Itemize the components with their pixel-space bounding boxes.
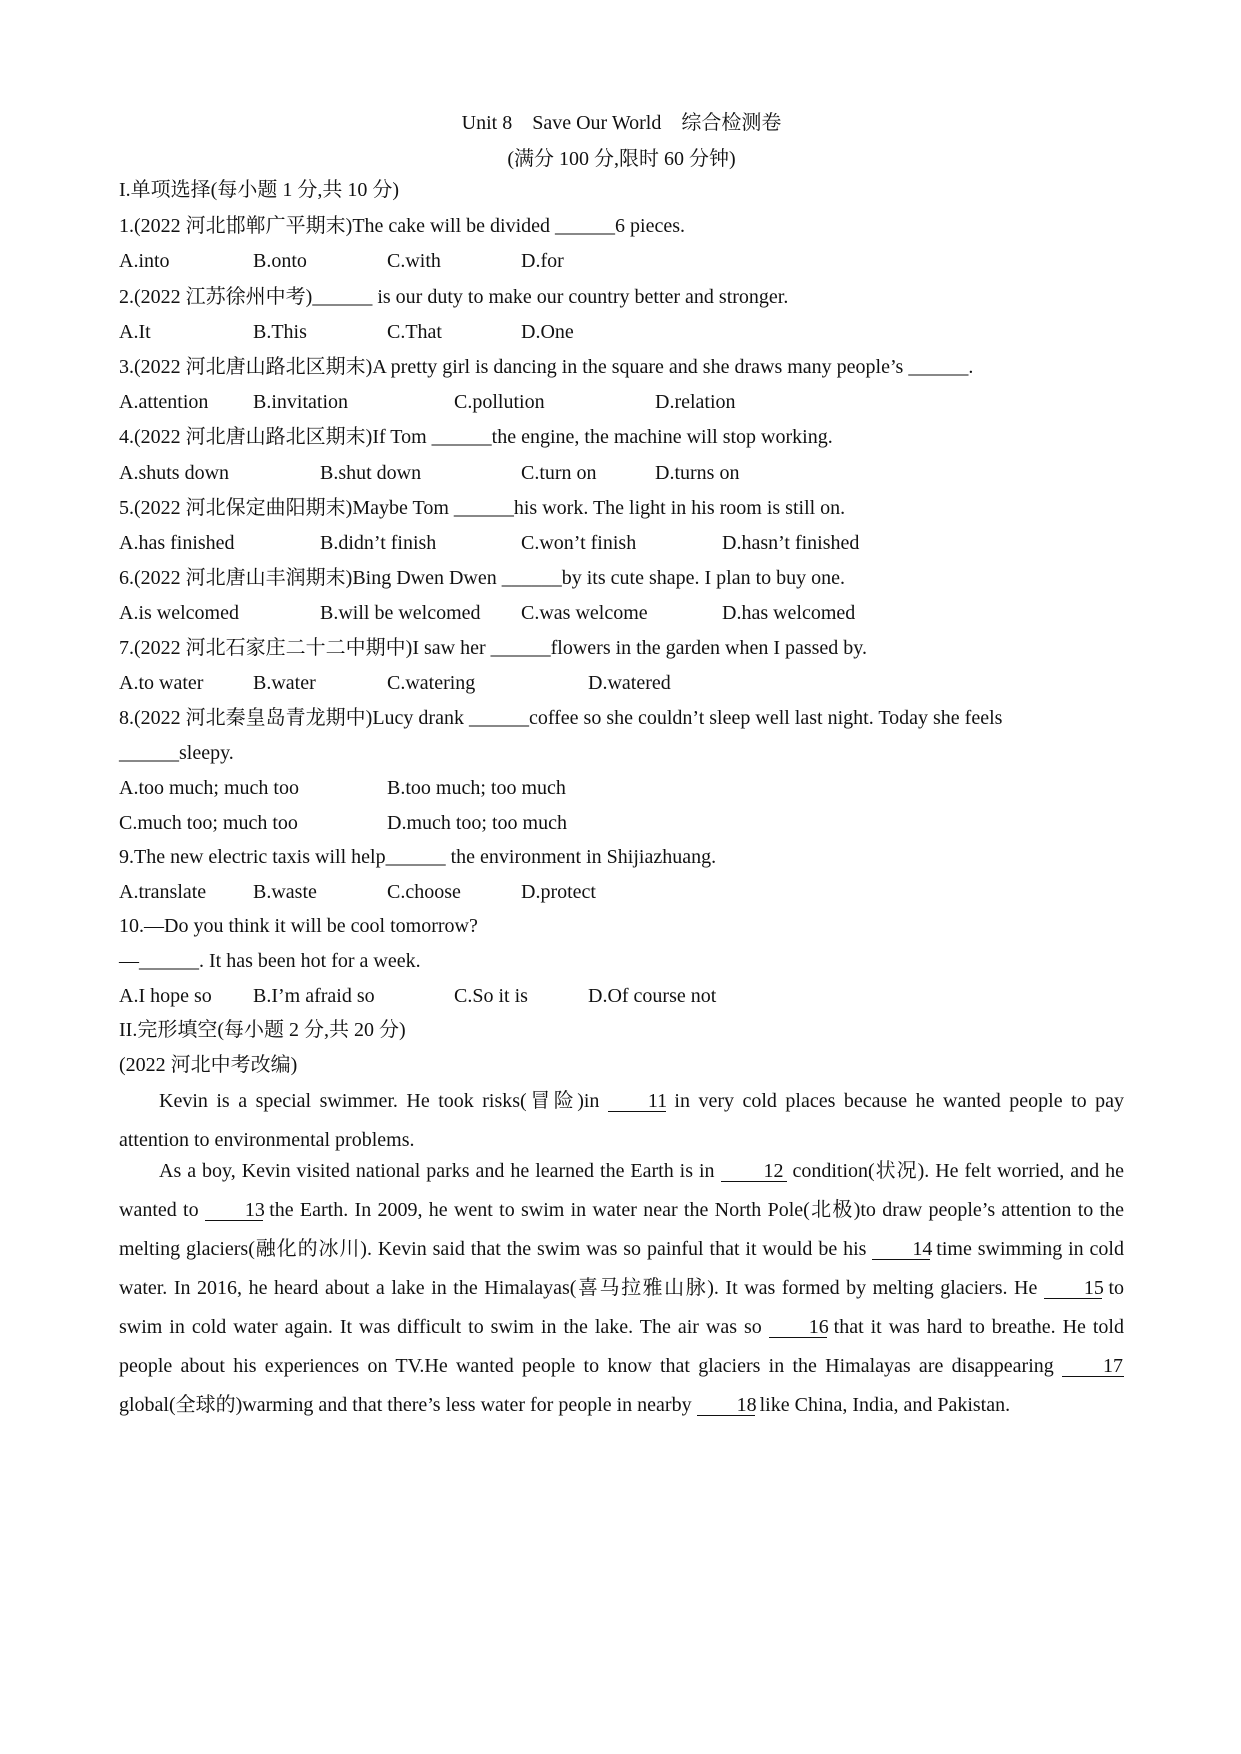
option-a: A.translate xyxy=(119,881,207,903)
answer-blank: ______ xyxy=(431,426,492,448)
answer-blank: ______ xyxy=(908,356,969,378)
option-c: C.That xyxy=(387,321,442,343)
question-stem: 4.(2022 河北唐山路北区期末)If Tom xyxy=(119,426,432,448)
answer-blank: ______ xyxy=(385,846,446,868)
option-d: D.One xyxy=(521,321,574,343)
answer-blank: ______ xyxy=(501,567,562,589)
option-d: D.for xyxy=(521,250,564,272)
option-b: B.invitation xyxy=(253,391,348,413)
answer-blank: ______ xyxy=(490,637,551,659)
option-c: C.much too; much too xyxy=(119,812,298,834)
option-d: D.much too; too much xyxy=(387,812,567,834)
passage-paragraph xyxy=(119,1152,1124,1425)
answer-blank: ______ xyxy=(468,707,529,729)
option-c: C.watering xyxy=(387,672,476,694)
cloze-blank-18: 18 xyxy=(697,1395,755,1416)
option-a: A.has finished xyxy=(119,532,235,554)
question-6 xyxy=(119,566,845,590)
question-stem-tail: . xyxy=(968,356,974,378)
question-stem: 7.(2022 河北石家庄二十二中期中)I saw her xyxy=(119,637,491,659)
question-stem-tail: . It has been hot for a week. xyxy=(199,950,421,972)
question-stem-tail: the environment in Shijiazhuang. xyxy=(445,846,717,868)
question-4 xyxy=(119,425,833,449)
option-d: D.relation xyxy=(655,391,736,413)
cloze-blank-11: 11 xyxy=(608,1091,666,1112)
option-b: B.didn’t finish xyxy=(320,532,437,554)
passage-source: (2022 河北中考改编) xyxy=(119,1054,298,1076)
option-b: B.I’m afraid so xyxy=(253,985,375,1007)
option-a: A.It xyxy=(119,321,151,343)
passage-text: global(全球的)warming and that there’s less water for people in nearby xyxy=(119,1394,697,1416)
option-c: C.So it is xyxy=(454,985,528,1007)
option-b: B.too much; too much xyxy=(387,777,566,799)
option-b: B.onto xyxy=(253,250,307,272)
answer-blank: ______ xyxy=(139,950,199,972)
option-d: D.watered xyxy=(588,672,671,694)
question-stem-tail: sleepy. xyxy=(179,742,234,764)
question-stem: 2.(2022 江苏徐州中考) xyxy=(119,286,313,308)
dialogue-dash: — xyxy=(119,950,139,972)
question-7 xyxy=(119,636,867,660)
answer-blank: ______ xyxy=(555,215,616,237)
question-stem-tail: by its cute shape. I plan to buy one. xyxy=(561,567,846,589)
option-b: B.water xyxy=(253,672,316,694)
cloze-blank-14: 14 xyxy=(872,1239,930,1260)
question-stem-tail: 6 pieces. xyxy=(615,215,686,237)
answer-blank: ______ xyxy=(119,742,179,764)
section-heading: I.单项选择(每小题 1 分,共 10 分) xyxy=(119,179,399,201)
option-b: B.This xyxy=(253,321,307,343)
option-b: B.will be welcomed xyxy=(320,602,481,624)
passage-text: Kevin is a special swimmer. He took risks(冒险)in xyxy=(159,1090,608,1112)
passage-paragraph xyxy=(119,1082,1124,1160)
cloze-blank-16: 16 xyxy=(769,1317,827,1338)
option-c: C.turn on xyxy=(521,462,597,484)
question-3 xyxy=(119,355,973,379)
option-b: B.shut down xyxy=(320,462,422,484)
cloze-blank-13: 13 xyxy=(205,1200,263,1221)
passage-text: like China, India, and Pakistan. xyxy=(754,1394,1011,1416)
passage-text: to swim in cold water again. It was difficult to swim in the lake. The air was so xyxy=(119,1277,1125,1338)
question-5 xyxy=(119,496,845,520)
question-stem: 3.(2022 河北唐山路北区期末)A pretty girl is dancing in the square and she draws many people’s xyxy=(119,356,909,378)
question-8-continued xyxy=(119,741,234,765)
option-d: D.Of course not xyxy=(588,985,717,1007)
question-1 xyxy=(119,214,685,238)
option-a: A.to water xyxy=(119,672,204,694)
question-10-reply xyxy=(119,949,421,973)
cloze-blank-15: 15 xyxy=(1044,1278,1102,1299)
option-d: D.has welcomed xyxy=(722,602,856,624)
question-8 xyxy=(119,706,1124,730)
question-stem-tail: coffee so she couldn’t sleep well last night. Today she feels xyxy=(528,707,1003,729)
question-stem: 8.(2022 河北秦皇岛青龙期中)Lucy drank xyxy=(119,707,469,729)
passage-text: time swimming in cold water. In 2016, he heard about a lake in the Himalayas(喜马拉雅山脉). It was formed by melting glaciers. He xyxy=(119,1238,1124,1299)
option-a: A.attention xyxy=(119,391,209,413)
passage-text: As a boy, Kevin visited national parks and he learned the Earth is in xyxy=(159,1160,721,1182)
passage-text: the Earth. In 2009, he went to swim in water near the North Pole(北极)to draw people’s attention to the melting glaciers(融化的冰川). Kevin said that the swim was so painful that it would be his xyxy=(119,1199,1124,1260)
option-d: D.turns on xyxy=(655,462,740,484)
section-heading: II.完形填空(每小题 2 分,共 20 分) xyxy=(119,1019,406,1041)
option-c: C.pollution xyxy=(454,391,545,413)
question-stem-tail: is our duty to make our country better and stronger. xyxy=(372,286,789,308)
cloze-blank-12: 12 xyxy=(721,1161,787,1182)
question-2 xyxy=(119,285,788,309)
answer-blank: ______ xyxy=(453,497,514,519)
page-subtitle: (满分 100 分,限时 60 分钟) xyxy=(507,148,736,170)
option-b: B.waste xyxy=(253,881,317,903)
question-stem: 9.The new electric taxis will help xyxy=(119,846,386,868)
option-c: C.was welcome xyxy=(521,602,648,624)
option-c: C.with xyxy=(387,250,441,272)
cloze-blank-17: 17 xyxy=(1062,1356,1124,1377)
option-a: A.into xyxy=(119,250,170,272)
question-stem-tail: flowers in the garden when I passed by. xyxy=(550,637,868,659)
question-stem: 1.(2022 河北邯郸广平期末)The cake will be divided xyxy=(119,215,556,237)
question-stem-tail: his work. The light in his room is still on. xyxy=(513,497,846,519)
option-a: A.too much; much too xyxy=(119,777,299,799)
option-a: A.shuts down xyxy=(119,462,230,484)
option-d: D.hasn’t finished xyxy=(722,532,860,554)
option-a: A.I hope so xyxy=(119,985,212,1007)
passage-text: in very cold places because he wanted people to pay attention to environmental problems. xyxy=(119,1090,1124,1151)
answer-blank: ______ xyxy=(312,286,373,308)
question-stem-tail: the engine, the machine will stop working. xyxy=(491,426,833,448)
passage-text: that it was hard to breathe. He told people about his experiences on TV.He wanted people to know that glaciers in the Himalayas are disappearing xyxy=(119,1316,1124,1377)
question-10: 10.—Do you think it will be cool tomorrow? xyxy=(119,915,478,937)
question-9 xyxy=(119,845,716,869)
question-stem: 6.(2022 河北唐山丰润期末)Bing Dwen Dwen xyxy=(119,567,502,589)
option-c: C.choose xyxy=(387,881,461,903)
question-stem: 5.(2022 河北保定曲阳期末)Maybe Tom xyxy=(119,497,454,519)
option-c: C.won’t finish xyxy=(521,532,637,554)
page-title: Unit 8 Save Our World 综合检测卷 xyxy=(461,112,782,134)
option-d: D.protect xyxy=(521,881,596,903)
passage-text: condition(状况). He felt worried, and he wanted to xyxy=(119,1160,1124,1221)
option-a: A.is welcomed xyxy=(119,602,239,624)
